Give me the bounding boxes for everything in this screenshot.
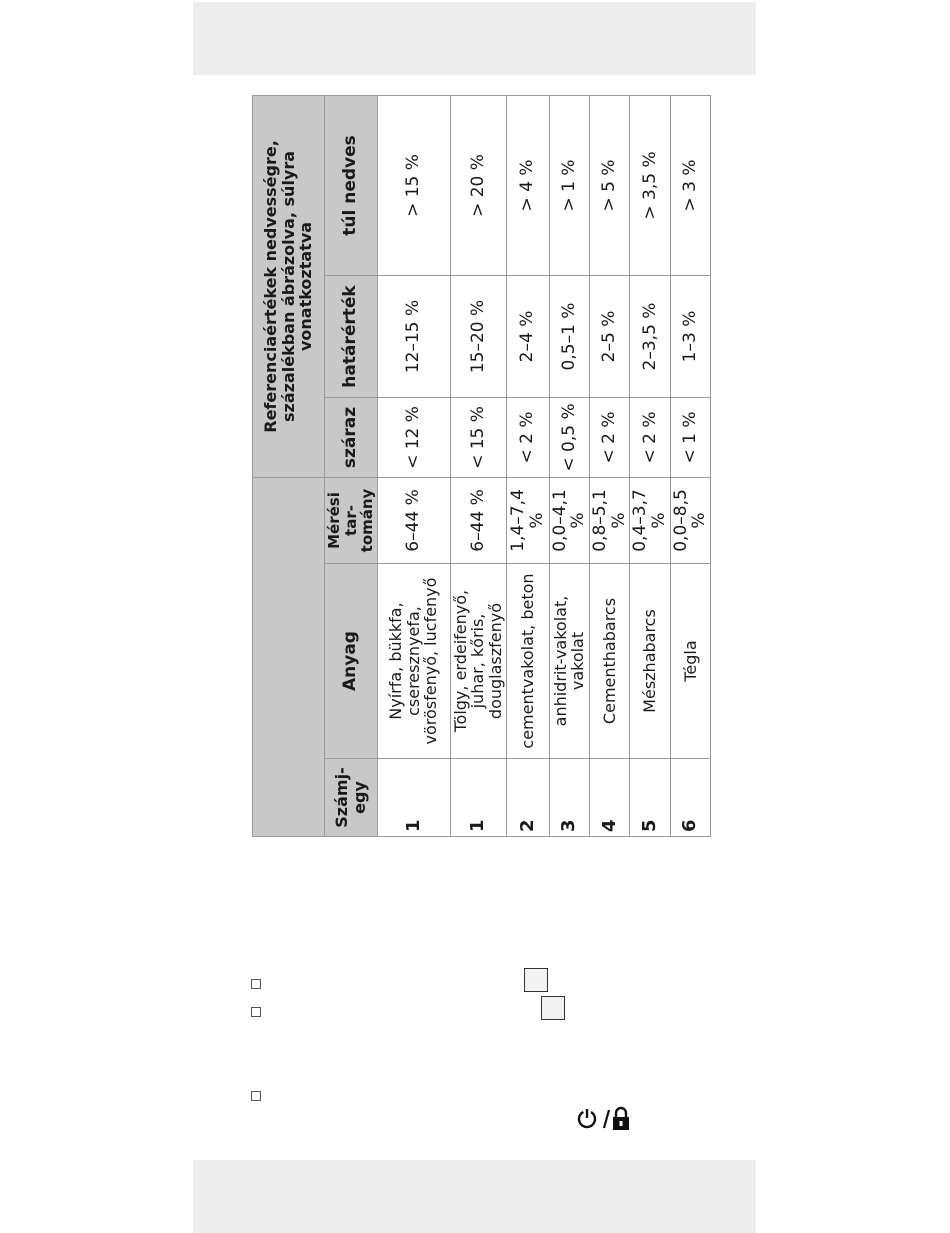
row-wet: > 4 % bbox=[506, 95, 549, 275]
row-number: 3 bbox=[549, 759, 589, 837]
row-limit: 12–15 % bbox=[377, 275, 450, 397]
table-row bbox=[549, 95, 589, 836]
row-wet: > 20 % bbox=[450, 95, 506, 275]
row-material: Nyírfa, bükkfa, cseresznyefa, vörösfenyő, lucfenyő bbox=[377, 564, 450, 759]
row-material: anhidrit-vakolat, vakolat bbox=[549, 564, 589, 759]
row-number: 1 bbox=[377, 759, 450, 837]
table-row bbox=[630, 95, 670, 836]
moisture-reference-table bbox=[252, 95, 711, 837]
row-wet: > 3 % bbox=[670, 95, 710, 275]
row-number: 4 bbox=[589, 759, 629, 837]
row-number: 1 bbox=[450, 759, 506, 837]
row-range: 1,4–7,4 % bbox=[506, 477, 549, 563]
row-wet: > 1 % bbox=[549, 95, 589, 275]
row-number: 2 bbox=[506, 759, 549, 837]
key-box-icon bbox=[524, 968, 548, 992]
row-material: Tölgy, erdeifenyő, juhar, kőris, douglaszfenyő bbox=[450, 564, 506, 759]
row-wet: > 3,5 % bbox=[630, 95, 670, 275]
table-row bbox=[670, 95, 710, 836]
row-material: Mészhabarcs bbox=[630, 564, 670, 759]
row-dry: < 12 % bbox=[377, 397, 450, 477]
power-lock-icon bbox=[576, 1106, 632, 1132]
row-number: 5 bbox=[630, 759, 670, 837]
header-range: Mérési tar-tomány bbox=[325, 477, 378, 563]
header-blank bbox=[253, 477, 325, 836]
table-row bbox=[450, 95, 506, 836]
row-dry: < 0,5 % bbox=[549, 397, 589, 477]
row-limit: 2–3,5 % bbox=[630, 275, 670, 397]
table-row bbox=[377, 95, 450, 836]
row-limit: 2–5 % bbox=[589, 275, 629, 397]
key-box-icon bbox=[541, 996, 565, 1020]
header-number: Számj-egy bbox=[325, 759, 378, 837]
bullet-square-icon bbox=[251, 979, 261, 989]
row-limit: 0,5–1 % bbox=[549, 275, 589, 397]
row-material: Cementhabarcs bbox=[589, 564, 629, 759]
row-range: 0,0–8,5 % bbox=[670, 477, 710, 563]
row-range: 0,8–5,1 % bbox=[589, 477, 629, 563]
row-dry: < 1 % bbox=[670, 397, 710, 477]
row-number: 6 bbox=[670, 759, 710, 837]
row-limit: 15–20 % bbox=[450, 275, 506, 397]
row-limit: 1–3 % bbox=[670, 275, 710, 397]
row-wet: > 15 % bbox=[377, 95, 450, 275]
row-range: 6–44 % bbox=[450, 477, 506, 563]
row-wet: > 5 % bbox=[589, 95, 629, 275]
row-range: 6–44 % bbox=[377, 477, 450, 563]
row-range: 0,4–3,7 % bbox=[630, 477, 670, 563]
row-material: cementvakolat, beton bbox=[506, 564, 549, 759]
header-reference: Referenciaértékek nedvességre, százalékban ábrázolva, súlyra vonatkoztatva bbox=[253, 95, 325, 477]
row-dry: < 2 % bbox=[589, 397, 629, 477]
header-limit: határérték bbox=[325, 275, 378, 397]
table-row bbox=[589, 95, 629, 836]
row-range: 0,0–4,1 % bbox=[549, 477, 589, 563]
reference-table-container bbox=[252, 96, 710, 837]
bullet-square-icon bbox=[251, 1091, 261, 1101]
header-wet: túl nedves bbox=[325, 95, 378, 275]
table-row bbox=[506, 95, 549, 836]
row-dry: < 15 % bbox=[450, 397, 506, 477]
bullet-square-icon bbox=[251, 1007, 261, 1017]
header-band bbox=[193, 2, 756, 75]
footer-band bbox=[193, 1160, 756, 1233]
row-dry: < 2 % bbox=[630, 397, 670, 477]
row-material: Tégla bbox=[670, 564, 710, 759]
row-dry: < 2 % bbox=[506, 397, 549, 477]
header-dry: száraz bbox=[325, 397, 378, 477]
header-material: Anyag bbox=[325, 564, 378, 759]
row-limit: 2–4 % bbox=[506, 275, 549, 397]
